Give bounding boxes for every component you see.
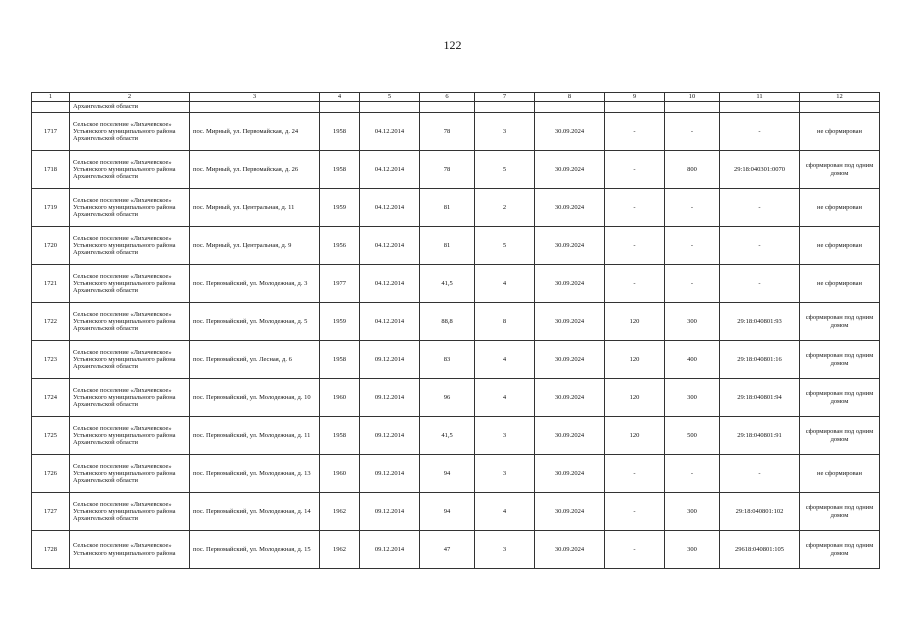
- cell-area: 41,5: [420, 417, 475, 455]
- table-row: [32, 417, 880, 455]
- cell-cadastral: 29:18:040801:102: [720, 493, 800, 531]
- table-row: [32, 303, 880, 341]
- cell-col10: -: [665, 227, 720, 265]
- cell-count: 3: [475, 455, 535, 493]
- cell-col10: 400: [665, 341, 720, 379]
- cell-year: 1962: [320, 531, 360, 569]
- cell-cadastral: -: [720, 189, 800, 227]
- table-row: [32, 113, 880, 151]
- cell-col10: 300: [665, 303, 720, 341]
- cell-deadline: 30.09.2024: [535, 303, 605, 341]
- cell-col10: 300: [665, 493, 720, 531]
- cell-deadline: 30.09.2024: [535, 113, 605, 151]
- cell-settlement: Сельское поселение «Лихачевское» Устьянского муниципального района Архангельской области: [70, 151, 190, 189]
- cell-settlement: Сельское поселение «Лихачевское» Устьянского муниципального района Архангельской области: [70, 113, 190, 151]
- table-row: [32, 493, 880, 531]
- column-number: 6: [420, 93, 475, 102]
- table-row: [32, 189, 880, 227]
- table-row: [32, 455, 880, 493]
- table-row: [32, 151, 880, 189]
- cell-status: сформирован под одним домом: [800, 493, 880, 531]
- cell-deadline: 30.09.2024: [535, 379, 605, 417]
- cell-row-number: 1727: [32, 493, 70, 531]
- cell-deadline: 30.09.2024: [535, 455, 605, 493]
- column-number: 7: [475, 93, 535, 102]
- cell-date: 04.12.2014: [360, 265, 420, 303]
- column-number: 11: [720, 93, 800, 102]
- cell-status: не сформирован: [800, 113, 880, 151]
- cell-year: 1960: [320, 379, 360, 417]
- cell-count: 4: [475, 493, 535, 531]
- cell-col10: -: [665, 189, 720, 227]
- column-number: 2: [70, 93, 190, 102]
- cell-year: 1956: [320, 227, 360, 265]
- cell-date: 04.12.2014: [360, 189, 420, 227]
- cell-row-number: 1725: [32, 417, 70, 455]
- cell-row-number: 1722: [32, 303, 70, 341]
- cell-address: пос. Первомайский, ул. Молодежная, д. 13: [190, 455, 320, 493]
- cell-count: 4: [475, 341, 535, 379]
- table-row: [32, 265, 880, 303]
- cell-col10: -: [665, 265, 720, 303]
- cell-empty: [535, 102, 605, 113]
- cell-col9: -: [605, 455, 665, 493]
- cell-row-number: 1718: [32, 151, 70, 189]
- column-number-row: [32, 93, 880, 102]
- cell-settlement: Сельское поселение «Лихачевское» Устьянского муниципального района Архангельской области: [70, 303, 190, 341]
- column-number: 1: [32, 93, 70, 102]
- cell-col10: -: [665, 113, 720, 151]
- cell-address: пос. Мирный, ул. Центральная, д. 9: [190, 227, 320, 265]
- cell-row-number: 1728: [32, 531, 70, 569]
- cell-settlement: Сельское поселение «Лихачевское» Устьянского муниципального района Архангельской области: [70, 417, 190, 455]
- cell-year: 1958: [320, 417, 360, 455]
- cell-address: пос. Первомайский, ул. Молодежная, д. 3: [190, 265, 320, 303]
- cell-empty: [475, 102, 535, 113]
- cell-deadline: 30.09.2024: [535, 189, 605, 227]
- cell-cadastral: 29:18:040801:16: [720, 341, 800, 379]
- cell-settlement: Сельское поселение «Лихачевское» Устьянского муниципального района: [70, 531, 190, 569]
- column-number: 4: [320, 93, 360, 102]
- cell-settlement: Сельское поселение «Лихачевское» Устьянского муниципального района Архангельской области: [70, 265, 190, 303]
- cell-year: 1958: [320, 113, 360, 151]
- cell-deadline: 30.09.2024: [535, 227, 605, 265]
- cell-row-number: 1717: [32, 113, 70, 151]
- cell-year: 1958: [320, 341, 360, 379]
- cell-settlement: Сельское поселение «Лихачевское» Устьянского муниципального района Архангельской области: [70, 227, 190, 265]
- cell-deadline: 30.09.2024: [535, 417, 605, 455]
- cell-date: 04.12.2014: [360, 151, 420, 189]
- cell-area: 81: [420, 227, 475, 265]
- cell-status: не сформирован: [800, 265, 880, 303]
- continuation-row: [32, 102, 880, 113]
- column-number: 5: [360, 93, 420, 102]
- cell-settlement: Сельское поселение «Лихачевское» Устьянского муниципального района Архангельской области: [70, 493, 190, 531]
- cell-address: пос. Первомайский, ул. Молодежная, д. 14: [190, 493, 320, 531]
- cell-col10: 500: [665, 417, 720, 455]
- cell-settlement: Сельское поселение «Лихачевское» Устьянского муниципального района Архангельской области: [70, 189, 190, 227]
- cell-empty: [320, 102, 360, 113]
- page-number: 122: [443, 38, 462, 52]
- cell-cadastral: -: [720, 227, 800, 265]
- cell-deadline: 30.09.2024: [535, 151, 605, 189]
- cell-area: 94: [420, 455, 475, 493]
- cell-col9: -: [605, 227, 665, 265]
- cell-count: 4: [475, 265, 535, 303]
- cell-cadastral: -: [720, 113, 800, 151]
- cell-col9: -: [605, 531, 665, 569]
- cell-empty: [800, 102, 880, 113]
- cell-col9: 120: [605, 303, 665, 341]
- cell-area: 88,8: [420, 303, 475, 341]
- cell-date: 09.12.2014: [360, 417, 420, 455]
- cell-cadastral: 29:18:040301:0070: [720, 151, 800, 189]
- cell-status: не сформирован: [800, 227, 880, 265]
- column-number: 8: [535, 93, 605, 102]
- cell-status: сформирован под одним домом: [800, 379, 880, 417]
- cell-status: сформирован под одним домом: [800, 341, 880, 379]
- cell-empty: [720, 102, 800, 113]
- cell-row-number: 1723: [32, 341, 70, 379]
- cell-col9: -: [605, 265, 665, 303]
- cell-year: 1959: [320, 189, 360, 227]
- cell-year: 1962: [320, 493, 360, 531]
- table-row: [32, 341, 880, 379]
- cell-address: пос. Первомайский, ул. Молодежная, д. 10: [190, 379, 320, 417]
- cell-count: 3: [475, 531, 535, 569]
- cell-area: 94: [420, 493, 475, 531]
- cell-area: 96: [420, 379, 475, 417]
- cell-empty: [665, 102, 720, 113]
- column-number: 12: [800, 93, 880, 102]
- cell-area: 78: [420, 113, 475, 151]
- cell-col9: -: [605, 113, 665, 151]
- cell-empty: [420, 102, 475, 113]
- cell-date: 04.12.2014: [360, 227, 420, 265]
- cell-empty: [360, 102, 420, 113]
- cell-status: сформирован под одним домом: [800, 417, 880, 455]
- cell-deadline: 30.09.2024: [535, 265, 605, 303]
- cell-count: 5: [475, 151, 535, 189]
- cell-col9: -: [605, 493, 665, 531]
- cell-row-number: 1726: [32, 455, 70, 493]
- cell-date: 09.12.2014: [360, 455, 420, 493]
- cell-address: пос. Первомайский, ул. Молодежная, д. 5: [190, 303, 320, 341]
- cell-col9: 120: [605, 379, 665, 417]
- cell-settlement: Сельское поселение «Лихачевское» Устьянского муниципального района Архангельской области: [70, 341, 190, 379]
- cell-col10: -: [665, 455, 720, 493]
- cell-date: 04.12.2014: [360, 303, 420, 341]
- cell-settlement: Архангельской области: [70, 102, 190, 113]
- cell-status: сформирован под одним домом: [800, 531, 880, 569]
- table-row: [32, 227, 880, 265]
- cell-status: сформирован под одним домом: [800, 151, 880, 189]
- cell-area: 41,5: [420, 265, 475, 303]
- cell-col10: 300: [665, 531, 720, 569]
- cell-address: пос. Первомайский, ул. Лесная, д. 6: [190, 341, 320, 379]
- cell-status: не сформирован: [800, 189, 880, 227]
- cell-address: пос. Мирный, ул. Центральная, д. 11: [190, 189, 320, 227]
- cell-count: 4: [475, 379, 535, 417]
- cell-cadastral: 29:18:040801:93: [720, 303, 800, 341]
- cell-row-number: 1719: [32, 189, 70, 227]
- cell-col9: 120: [605, 417, 665, 455]
- cell-deadline: 30.09.2024: [535, 341, 605, 379]
- cell-address: пос. Мирный, ул. Первомайская, д. 26: [190, 151, 320, 189]
- cell-area: 83: [420, 341, 475, 379]
- cell-cadastral: 29618:040801:105: [720, 531, 800, 569]
- cell-year: 1977: [320, 265, 360, 303]
- cell-cadastral: 29:18:040801:91: [720, 417, 800, 455]
- cell-area: 78: [420, 151, 475, 189]
- housing-registry-table: [31, 92, 880, 569]
- cell-count: 5: [475, 227, 535, 265]
- table-body: [32, 93, 880, 569]
- cell-cadastral: 29:18:040801:94: [720, 379, 800, 417]
- cell-col10: 300: [665, 379, 720, 417]
- cell-deadline: 30.09.2024: [535, 531, 605, 569]
- cell-date: 09.12.2014: [360, 341, 420, 379]
- cell-area: 47: [420, 531, 475, 569]
- cell-year: 1959: [320, 303, 360, 341]
- cell-area: 81: [420, 189, 475, 227]
- cell-year: 1958: [320, 151, 360, 189]
- cell-row-number: 1720: [32, 227, 70, 265]
- column-number: 3: [190, 93, 320, 102]
- cell-col9: -: [605, 151, 665, 189]
- cell-status: сформирован под одним домом: [800, 303, 880, 341]
- cell-count: 3: [475, 417, 535, 455]
- cell-date: 09.12.2014: [360, 493, 420, 531]
- cell-cadastral: -: [720, 265, 800, 303]
- column-number: 10: [665, 93, 720, 102]
- cell-address: пос. Первомайский, ул. Молодежная, д. 11: [190, 417, 320, 455]
- cell-row-number: 1724: [32, 379, 70, 417]
- cell-col10: 800: [665, 151, 720, 189]
- cell-deadline: 30.09.2024: [535, 493, 605, 531]
- cell-year: 1960: [320, 455, 360, 493]
- table-row: [32, 379, 880, 417]
- cell-settlement: Сельское поселение «Лихачевское» Устьянского муниципального района Архангельской области: [70, 379, 190, 417]
- cell-count: 3: [475, 113, 535, 151]
- cell-address: пос. Первомайский, ул. Молодежная, д. 15: [190, 531, 320, 569]
- cell-col9: 120: [605, 341, 665, 379]
- cell-count: 2: [475, 189, 535, 227]
- cell-date: 09.12.2014: [360, 379, 420, 417]
- cell-date: 04.12.2014: [360, 113, 420, 151]
- cell-empty: [190, 102, 320, 113]
- cell-row-number: 1721: [32, 265, 70, 303]
- table-row: [32, 531, 880, 569]
- cell-status: не сформирован: [800, 455, 880, 493]
- cell-empty: [32, 102, 70, 113]
- cell-address: пос. Мирный, ул. Первомайская, д. 24: [190, 113, 320, 151]
- cell-col9: -: [605, 189, 665, 227]
- cell-date: 09.12.2014: [360, 531, 420, 569]
- cell-settlement: Сельское поселение «Лихачевское» Устьянского муниципального района Архангельской области: [70, 455, 190, 493]
- column-number: 9: [605, 93, 665, 102]
- cell-count: 8: [475, 303, 535, 341]
- cell-empty: [605, 102, 665, 113]
- cell-cadastral: -: [720, 455, 800, 493]
